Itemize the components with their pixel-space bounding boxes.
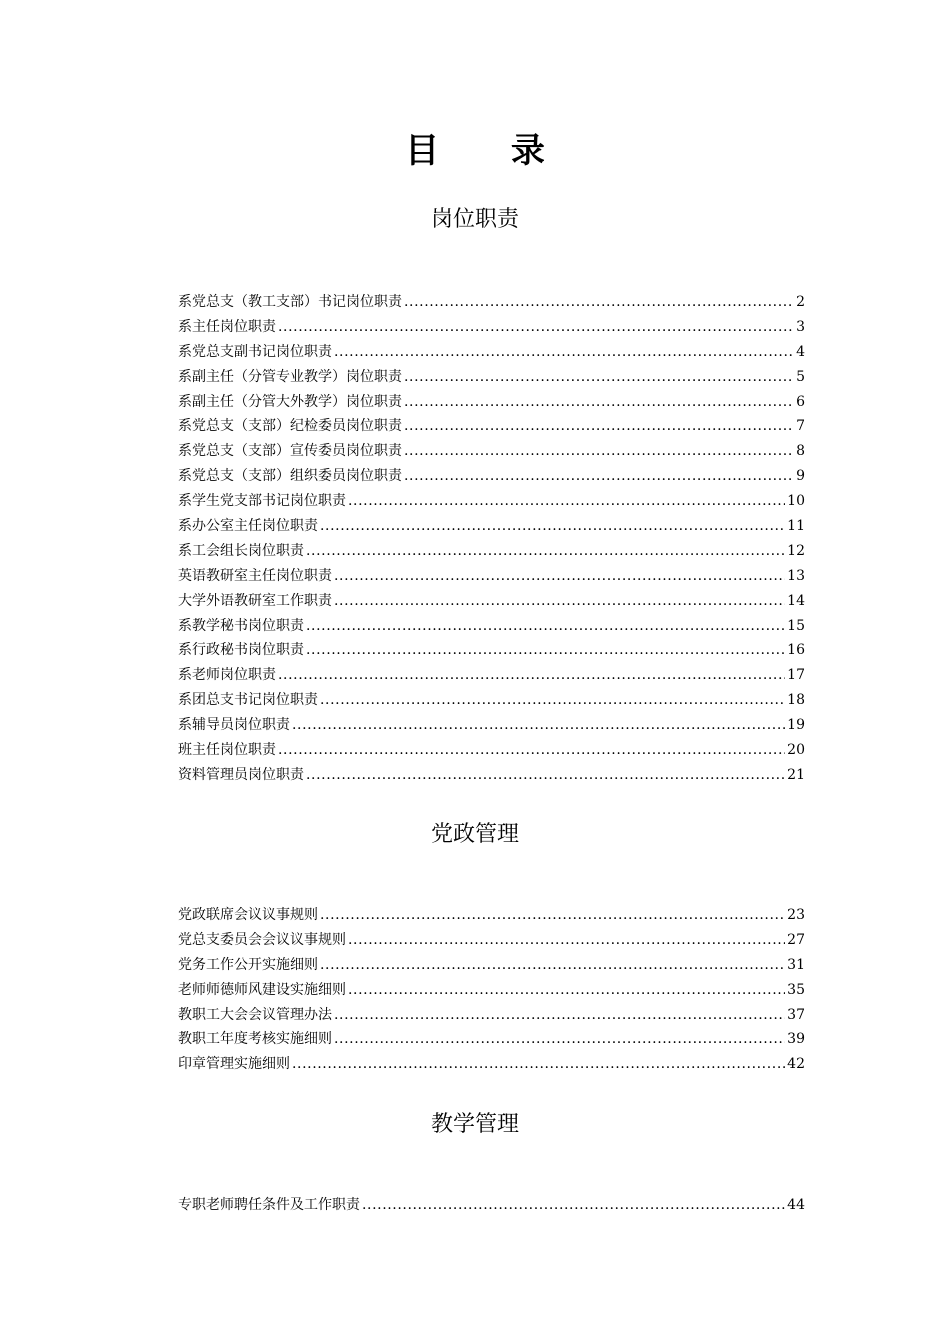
toc-entry[interactable] <box>178 340 805 365</box>
toc-entry-label: 系党总支副书记岗位职责 <box>178 343 332 360</box>
toc-dot-leader <box>320 514 785 539</box>
toc-dot-leader <box>306 539 785 564</box>
toc-entry[interactable] <box>178 638 805 663</box>
toc-entry[interactable] <box>178 663 805 688</box>
toc-page-number: 11 <box>787 518 805 535</box>
toc-entry[interactable] <box>178 514 805 539</box>
toc-page-number: 3 <box>796 318 805 335</box>
toc-entry-label: 系教学秘书岗位职责 <box>178 617 304 634</box>
toc-list-teaching <box>178 1193 805 1218</box>
toc-entry-label: 教职工大会会议管理办法 <box>178 1006 332 1023</box>
toc-entry[interactable] <box>178 614 805 639</box>
toc-page-number: 9 <box>796 468 805 485</box>
toc-page-number: 35 <box>787 981 805 998</box>
toc-dot-leader <box>348 978 785 1003</box>
toc-page-number: 39 <box>787 1031 805 1048</box>
toc-page-number: 31 <box>787 956 805 973</box>
section-heading-party: 党政管理 <box>430 822 519 847</box>
toc-entry[interactable] <box>178 1027 805 1052</box>
toc-dot-leader <box>320 903 785 928</box>
toc-page-number: 15 <box>787 617 805 634</box>
toc-entry-label: 系党总支（支部）纪检委员岗位职责 <box>178 418 402 435</box>
toc-entry-label: 系办公室主任岗位职责 <box>178 518 318 535</box>
toc-dot-leader <box>348 928 785 953</box>
toc-page-number: 6 <box>796 393 805 410</box>
toc-entry-label: 党总支委员会会议议事规则 <box>178 931 346 948</box>
toc-dot-leader <box>404 390 794 415</box>
toc-entry[interactable] <box>178 1052 805 1077</box>
toc-list-positions <box>178 290 805 788</box>
toc-entry[interactable] <box>178 928 805 953</box>
toc-entry-label: 教职工年度考核实施细则 <box>178 1031 332 1048</box>
toc-entry[interactable] <box>178 315 805 340</box>
toc-dot-leader <box>334 340 794 365</box>
toc-entry[interactable] <box>178 1003 805 1028</box>
toc-entry-label: 系副主任（分管大外教学）岗位职责 <box>178 393 402 410</box>
toc-entry[interactable] <box>178 464 805 489</box>
toc-dot-leader <box>278 738 785 763</box>
toc-entry-label: 老师师德师风建设实施细则 <box>178 981 346 998</box>
toc-page-number: 17 <box>787 667 805 684</box>
toc-dot-leader <box>404 439 794 464</box>
toc-entry[interactable] <box>178 978 805 1003</box>
toc-entry-label: 党务工作公开实施细则 <box>178 956 318 973</box>
toc-page-number: 12 <box>787 542 805 559</box>
toc-page-number: 23 <box>787 907 805 923</box>
toc-page-number: 16 <box>787 642 805 659</box>
toc-page-number: 18 <box>787 692 805 709</box>
toc-page-number: 20 <box>787 742 805 759</box>
toc-dot-leader <box>306 638 785 663</box>
toc-entry-label: 英语教研室主任岗位职责 <box>178 567 332 584</box>
toc-entry[interactable] <box>178 365 805 390</box>
toc-entry[interactable] <box>178 713 805 738</box>
toc-entry-label: 专职老师聘任条件及工作职责 <box>178 1197 360 1213</box>
toc-page-number: 2 <box>796 294 805 310</box>
toc-dot-leader <box>404 365 794 390</box>
toc-page-number: 10 <box>787 493 805 510</box>
page-title: 目 录 <box>405 131 575 171</box>
toc-dot-leader <box>278 663 785 688</box>
toc-page-number: 8 <box>796 443 805 460</box>
toc-page-number: 4 <box>796 343 805 360</box>
toc-dot-leader <box>404 464 794 489</box>
toc-page-number: 5 <box>796 368 805 385</box>
toc-entry[interactable] <box>178 439 805 464</box>
toc-dot-leader <box>306 614 785 639</box>
toc-entry-label: 系团总支书记岗位职责 <box>178 692 318 709</box>
toc-entry[interactable] <box>178 539 805 564</box>
toc-dot-leader <box>278 315 794 340</box>
toc-entry[interactable] <box>178 1193 805 1218</box>
toc-entry[interactable] <box>178 589 805 614</box>
toc-page-number: 13 <box>787 567 805 584</box>
toc-entry[interactable] <box>178 390 805 415</box>
toc-entry[interactable] <box>178 688 805 713</box>
toc-entry-label: 系老师岗位职责 <box>178 667 276 684</box>
toc-dot-leader <box>404 290 794 315</box>
toc-dot-leader <box>320 688 785 713</box>
toc-entry-label: 系工会组长岗位职责 <box>178 542 304 559</box>
toc-entry-label: 党政联席会议议事规则 <box>178 907 318 923</box>
toc-page-number: 27 <box>787 931 805 948</box>
toc-entry-label: 系学生党支部书记岗位职责 <box>178 493 346 510</box>
toc-entry-label: 班主任岗位职责 <box>178 742 276 759</box>
toc-entry[interactable] <box>178 903 805 928</box>
toc-entry[interactable] <box>178 763 805 788</box>
toc-entry-label: 印章管理实施细则 <box>178 1056 290 1073</box>
toc-page-number: 14 <box>787 592 805 609</box>
toc-page-number: 7 <box>796 418 805 435</box>
toc-entry-label: 系行政秘书岗位职责 <box>178 642 304 659</box>
toc-entry-label: 系党总支（支部）组织委员岗位职责 <box>178 468 402 485</box>
toc-page-number: 42 <box>787 1056 805 1073</box>
toc-dot-leader <box>334 1027 785 1052</box>
toc-entry[interactable] <box>178 489 805 514</box>
section-heading-positions: 岗位职责 <box>430 207 519 232</box>
toc-dot-leader <box>306 763 785 788</box>
toc-dot-leader <box>334 1003 785 1028</box>
toc-entry-label: 大学外语教研室工作职责 <box>178 592 332 609</box>
toc-entry[interactable] <box>178 290 805 315</box>
toc-entry-label: 系党总支（教工支部）书记岗位职责 <box>178 294 402 310</box>
toc-entry-label: 系主任岗位职责 <box>178 318 276 335</box>
toc-dot-leader <box>320 953 785 978</box>
toc-page-number: 21 <box>787 766 805 783</box>
toc-page-number: 37 <box>787 1006 805 1023</box>
section-heading-teaching: 教学管理 <box>430 1112 519 1137</box>
toc-entry-label: 系副主任（分管专业教学）岗位职责 <box>178 368 402 385</box>
toc-entry[interactable] <box>178 953 805 978</box>
toc-list-party <box>178 903 805 1077</box>
toc-dot-leader <box>292 1052 785 1077</box>
toc-page-number: 19 <box>787 717 805 734</box>
toc-dot-leader <box>292 713 785 738</box>
toc-entry[interactable] <box>178 564 805 589</box>
toc-entry-label: 系辅导员岗位职责 <box>178 717 290 734</box>
toc-dot-leader <box>404 414 794 439</box>
toc-dot-leader <box>334 589 785 614</box>
toc-dot-leader <box>348 489 785 514</box>
toc-entry-label: 资料管理员岗位职责 <box>178 766 304 783</box>
toc-dot-leader <box>362 1193 785 1218</box>
toc-page-number: 44 <box>787 1197 805 1213</box>
toc-dot-leader <box>334 564 785 589</box>
toc-entry[interactable] <box>178 414 805 439</box>
toc-entry-label: 系党总支（支部）宣传委员岗位职责 <box>178 443 402 460</box>
toc-entry[interactable] <box>178 738 805 763</box>
